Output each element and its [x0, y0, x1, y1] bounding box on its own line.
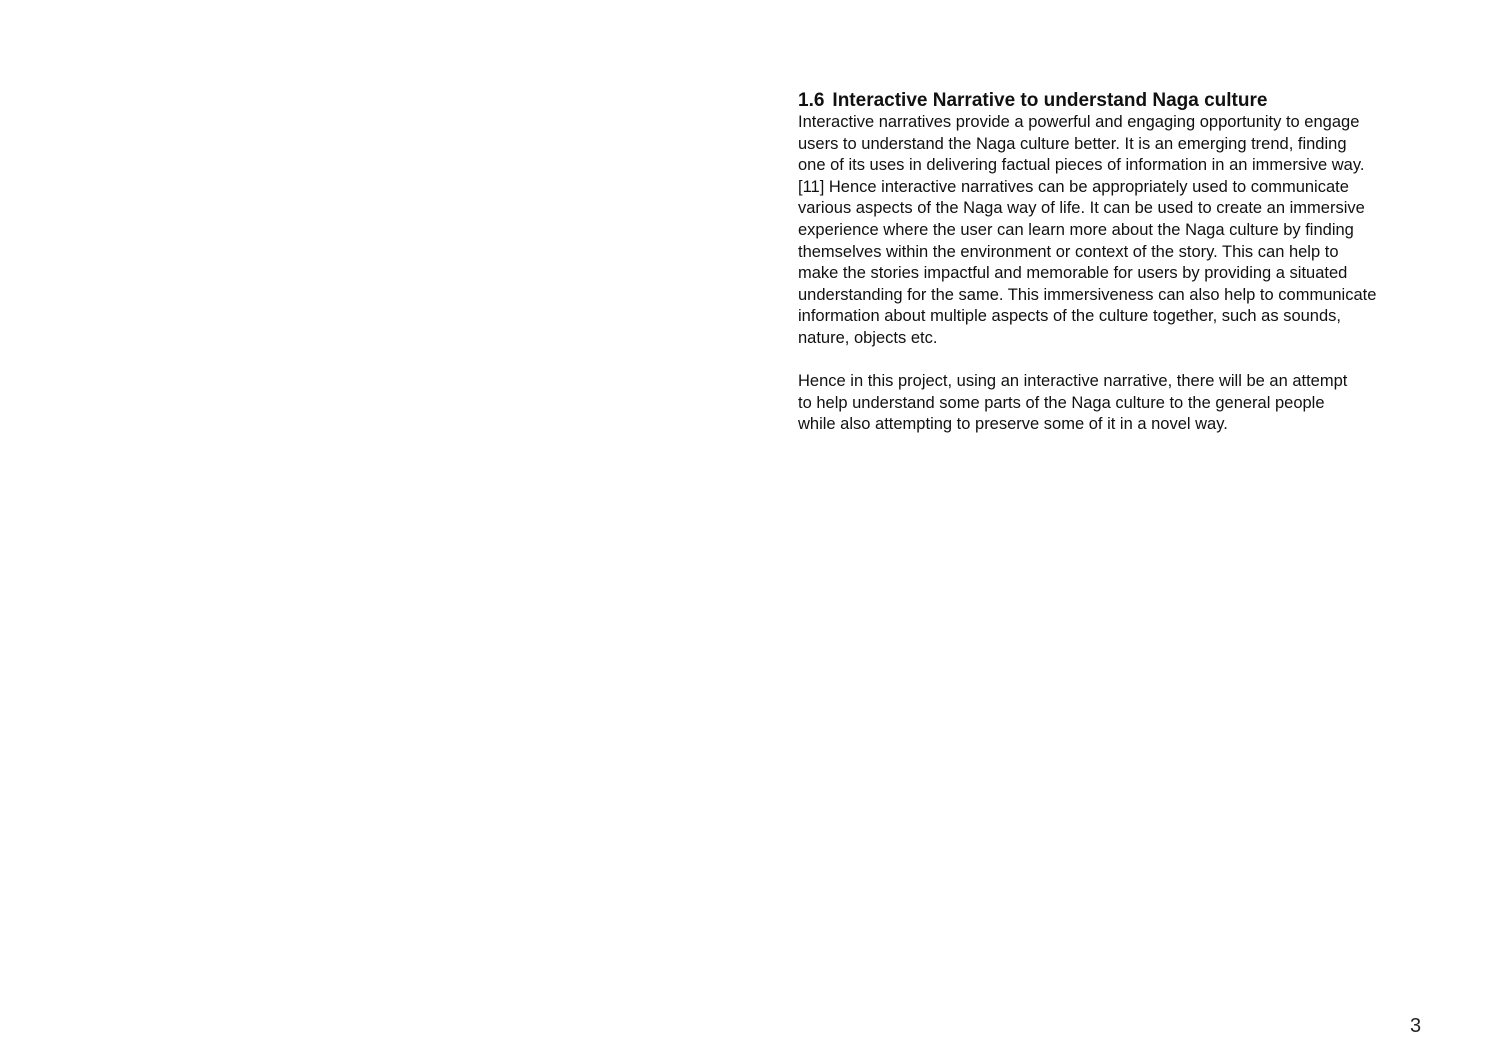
- paragraph-line: experience where the user can learn more about the Naga culture by finding: [798, 220, 1354, 239]
- text-column: [798, 89, 1438, 436]
- paragraph-line: Hence in this project, using an interactive narrative, there will be an attempt: [798, 372, 1348, 391]
- paragraph-line: themselves within the environment or context of the story. This can help to: [798, 242, 1339, 261]
- paragraph-line: Interactive narratives provide a powerful and engaging opportunity to engage: [798, 113, 1360, 131]
- paragraph-line: make the stories impactful and memorable for users by providing a situated: [798, 264, 1348, 283]
- section-number: 1.6: [798, 90, 825, 111]
- body-paragraph-1: [798, 112, 1438, 350]
- paragraph-line: nature, objects etc.: [798, 328, 938, 347]
- paragraph-line: one of its uses in delivering factual pieces of information in an immersive way.: [798, 156, 1365, 175]
- section-heading: [798, 89, 1438, 112]
- paragraph-line: [11] Hence interactive narratives can be appropriately used to communicate: [798, 177, 1349, 196]
- page-number: 3: [1410, 1015, 1422, 1037]
- paragraph-line: information about multiple aspects of the culture together, such as sounds,: [798, 307, 1341, 326]
- body-paragraph-2: [798, 371, 1438, 436]
- paragraph-line: users to understand the Naga culture better. It is an emerging trend, finding: [798, 134, 1347, 153]
- paragraph-spacer: [798, 350, 1438, 372]
- section-title: Interactive Narrative to understand Naga culture: [832, 90, 1268, 111]
- paragraph-line: various aspects of the Naga way of life. It can be used to create an immersive: [798, 199, 1365, 218]
- paragraph-line: to help understand some parts of the Naga culture to the general people: [798, 393, 1325, 412]
- paragraph-line: understanding for the same. This immersiveness can also help to communicate: [798, 285, 1377, 304]
- paragraph-line: while also attempting to preserve some of it in a novel way.: [798, 415, 1228, 434]
